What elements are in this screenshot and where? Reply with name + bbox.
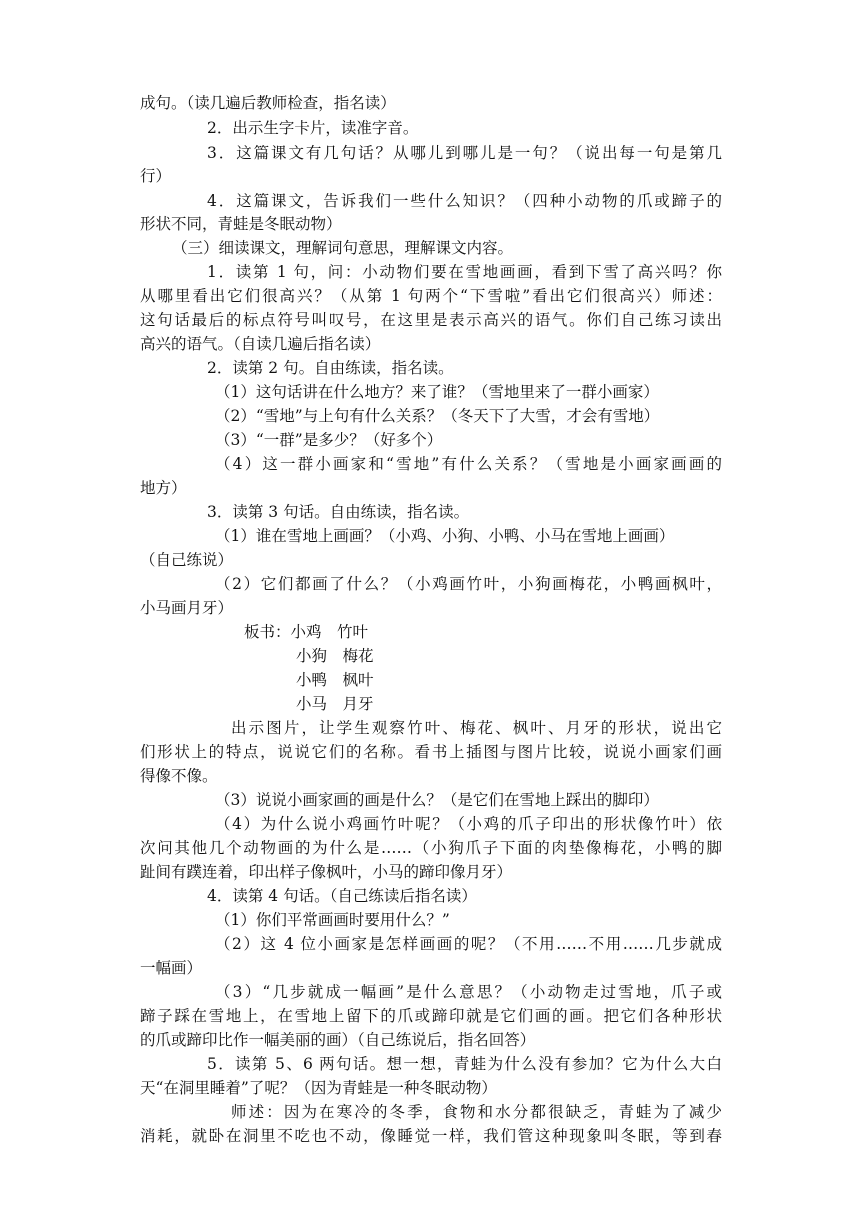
text-line: 3．读第 3 句话。自由练读，指名读。 bbox=[207, 503, 470, 521]
text-line: （3）说说小画家画的画是什么？（是它们在雪地上踩出的脚印） bbox=[215, 791, 659, 809]
text-line: （3）“几步就成一幅画”是什么意思？（小动物走过雪地，爪子或 bbox=[215, 983, 722, 1001]
text-line: 次问其他几个动物画的为什么是……（小狗爪子下面的肉垫像梅花，小鸭的脚 bbox=[140, 839, 722, 857]
text-line: 3．这篇课文有几句话？从哪儿到哪儿是一句？（说出每一句是第几 bbox=[207, 144, 722, 162]
text-line: 消耗，就卧在洞里不吃也不动，像睡觉一样，我们管这种现象叫冬眠，等到春 bbox=[140, 1127, 722, 1145]
text-line: 从哪里看出它们很高兴？（从第 1 句两个“下雪啦”看出它们很高兴）师述： bbox=[140, 287, 722, 305]
text-line: 小狗 梅花 bbox=[296, 647, 374, 665]
text-line: 这句话最后的标点符号叫叹号，在这里是表示高兴的语气。你们自己练习读出 bbox=[140, 311, 722, 329]
text-line: （3）“一群”是多少？（好多个） bbox=[215, 431, 443, 449]
text-line: 小马画月牙） bbox=[140, 599, 234, 617]
text-line: 蹄子踩在雪地上，在雪地上留下的爪或蹄印就是它们画的画。把它们各种形状 bbox=[140, 1007, 722, 1025]
text-line: 4．这篇课文，告诉我们一些什么知识？（四种小动物的爪或蹄子的 bbox=[207, 192, 722, 210]
text-line: 地方） bbox=[140, 479, 187, 497]
text-line: 高兴的语气。（自读几遍后指名读） bbox=[140, 335, 381, 353]
text-line: 板书：小鸡 竹叶 bbox=[244, 623, 369, 641]
text-line: （1）你们平常画画时要用什么？” bbox=[215, 911, 450, 929]
text-line: （自己练说） bbox=[140, 551, 234, 569]
text-line: （2）它们都画了什么？（小鸡画竹叶，小狗画梅花，小鸭画枫叶， bbox=[215, 575, 722, 593]
text-line: 2．出示生字卡片，读准字音。 bbox=[207, 119, 419, 137]
text-line: （1）这句话讲在什么地方？来了谁？（雪地里来了一群小画家） bbox=[215, 383, 659, 401]
text-line: 4．读第 4 句话。（自己练读后指名读） bbox=[207, 887, 477, 905]
text-line: 们形状上的特点，说说它们的名称。看书上插图与图片比较，说说小画家们画 bbox=[140, 743, 722, 761]
text-line: 一幅画） bbox=[140, 959, 203, 977]
text-line: 成句。（读几遍后教师检查，指名读） bbox=[140, 94, 396, 112]
text-line: 的爪或蹄印比作一幅美丽的画）（自己练说后，指名回答） bbox=[140, 1031, 536, 1049]
text-line: 出示图片，让学生观察竹叶、梅花、枫叶、月牙的形状，说出它 bbox=[231, 719, 722, 737]
text-line: （三）细读课文，理解词句意思，理解课文内容。 bbox=[172, 239, 514, 257]
text-line: 小马 月牙 bbox=[296, 695, 374, 713]
text-line: （4）为什么说小鸡画竹叶呢？（小鸡的爪子印出的形状像竹叶）依 bbox=[215, 815, 722, 833]
text-line: （2）“雪地”与上句有什么关系？（冬天下了大雪，才会有雪地） bbox=[215, 407, 660, 425]
text-line: （2）这 4 位小画家是怎样画画的呢？（不用……不用……几步就成 bbox=[215, 935, 722, 953]
text-line: 师述：因为在寒冷的冬季，食物和水分都很缺乏，青蛙为了减少 bbox=[231, 1103, 722, 1121]
text-line: 行） bbox=[140, 167, 172, 185]
text-line: 小鸭 枫叶 bbox=[296, 671, 374, 689]
text-line: （1）谁在雪地上画画？（小鸡、小狗、小鸭、小马在雪地上画画） bbox=[215, 527, 675, 545]
text-line: 5．读第 5、6 两句话。想一想，青蛙为什么没有参加？它为什么大白 bbox=[207, 1055, 722, 1073]
text-line: 1．读第 1 句，问：小动物们要在雪地画画，看到下雪了高兴吗？你 bbox=[207, 263, 722, 281]
text-line: （4）这一群小画家和“雪地”有什么关系？（雪地是小画家画画的 bbox=[215, 455, 722, 473]
text-line: 形状不同，青蛙是冬眠动物） bbox=[140, 215, 342, 233]
text-line: 得像不像。 bbox=[140, 767, 218, 785]
text-line: 天“在洞里睡着”了呢？（因为青蛙是一种冬眠动物） bbox=[140, 1079, 497, 1097]
text-line: 2．读第 2 句。自由练读，指名读。 bbox=[207, 359, 454, 377]
text-line: 趾间有蹼连着，印出样子像枫叶，小马的蹄印像月牙） bbox=[140, 863, 513, 881]
